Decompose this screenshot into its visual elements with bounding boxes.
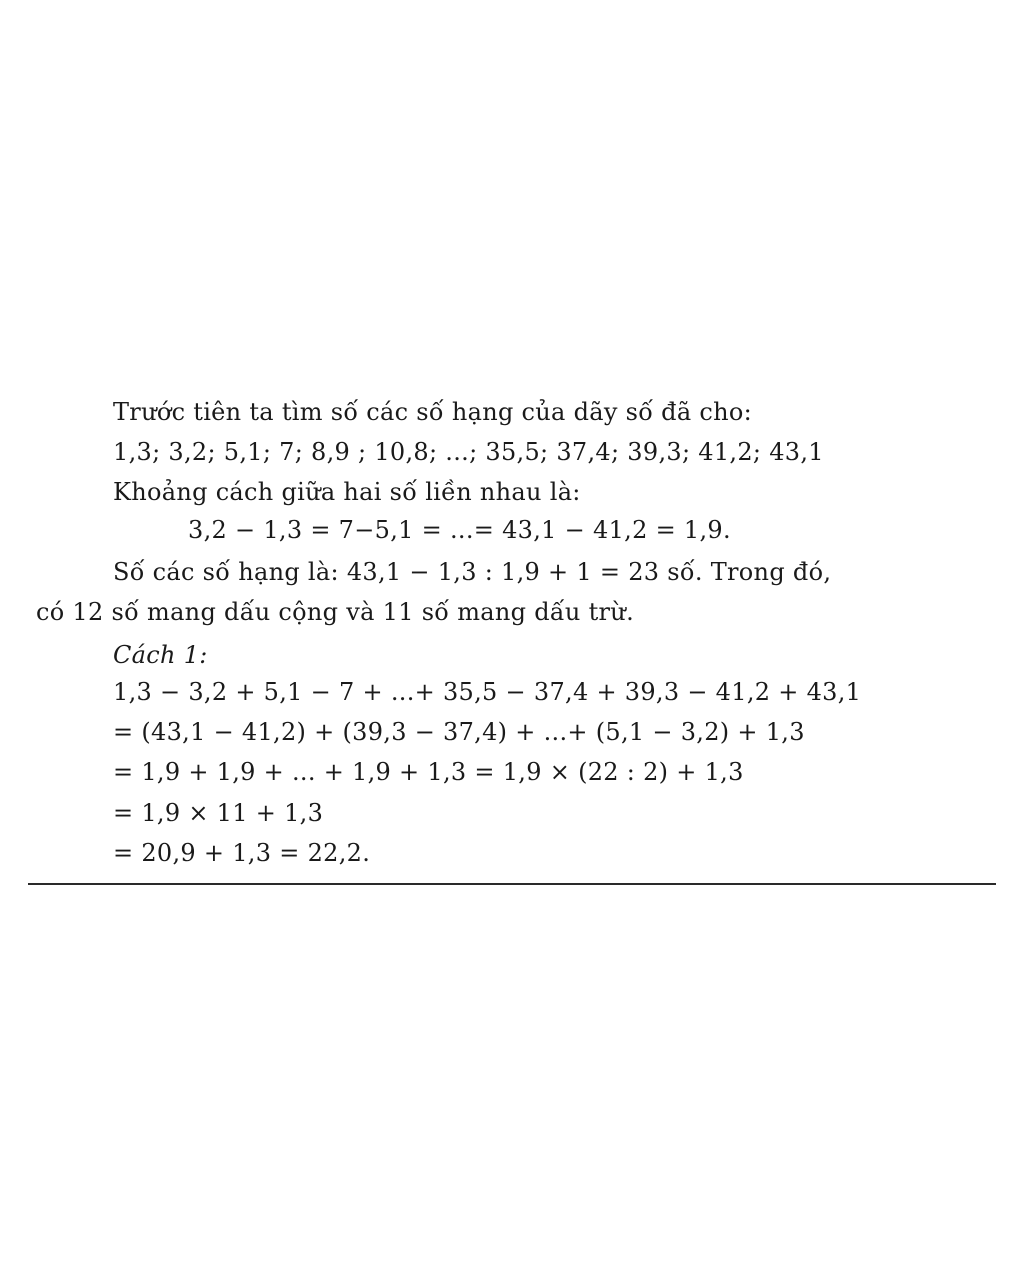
equation-line-4: = 1,9 × 11 + 1,3 xyxy=(113,799,324,827)
method-heading: Cách 1: xyxy=(113,641,208,669)
sequence-line: 1,3; 3,2; 5,1; 7; 8,9 ; 10,8; ...; 35,5; 37,4; 39,3; 41,2; 43,1 xyxy=(113,438,824,466)
intro-text-line: Trước tiên ta tìm số các số hạng của dãy số đã cho: xyxy=(113,398,753,426)
horizontal-divider xyxy=(28,883,996,885)
equation-line-2: = (43,1 − 41,2) + (39,3 − 37,4) + ...+ (5,1 − 3,2) + 1,3 xyxy=(113,718,805,746)
term-count-line: Số các số hạng là: 43,1 − 1,3 : 1,9 + 1 = 23 số. Trong đó, xyxy=(113,558,832,586)
equation-line-3: = 1,9 + 1,9 + ... + 1,9 + 1,3 = 1,9 × (22 : 2) + 1,3 xyxy=(113,758,744,786)
sign-count-line: có 12 số mang dấu cộng và 11 số mang dấu trừ. xyxy=(36,598,634,626)
distance-heading-line: Khoảng cách giữa hai số liền nhau là: xyxy=(113,478,581,506)
equation-line-1: 1,3 − 3,2 + 5,1 − 7 + ...+ 35,5 − 37,4 + 39,3 − 41,2 + 43,1 xyxy=(113,678,862,706)
distance-formula-line: 3,2 − 1,3 = 7−5,1 = ...= 43,1 − 41,2 = 1,9. xyxy=(188,516,731,544)
equation-line-5: = 20,9 + 1,3 = 22,2. xyxy=(113,839,371,867)
